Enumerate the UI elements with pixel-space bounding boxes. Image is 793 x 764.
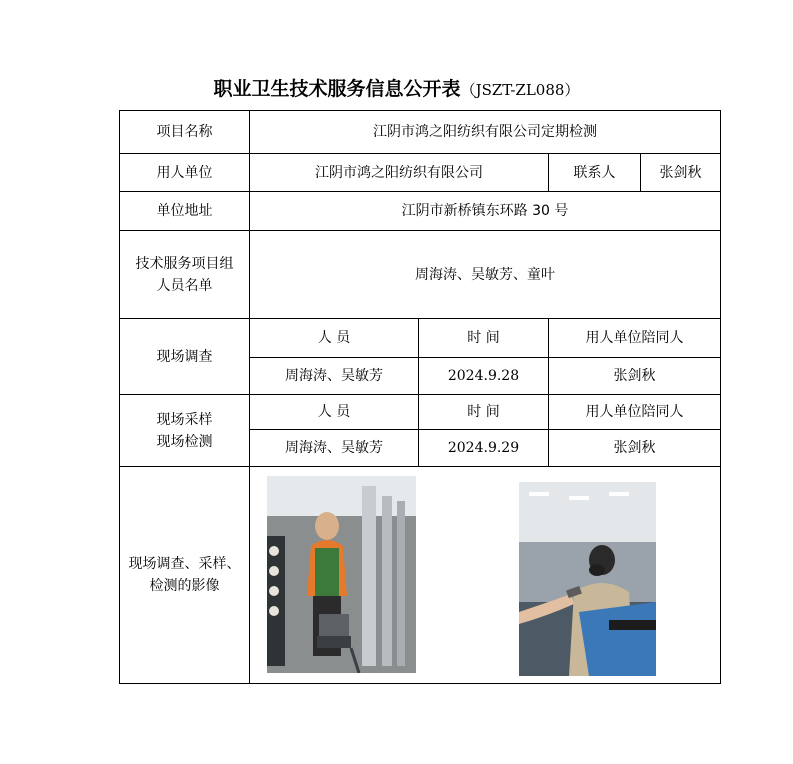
address-row [120, 192, 721, 231]
team-label-line2: 人员名单 [156, 277, 213, 294]
team-label-line1: 技术服务项目组 [135, 255, 234, 272]
team-row [120, 231, 721, 319]
project-row [120, 111, 721, 154]
team-label [120, 231, 250, 319]
survey-col-time: 时 间 [419, 319, 549, 358]
survey-people: 周海涛、吴敏芳 [250, 358, 419, 395]
address-value: 江阴市新桥镇东环路 30 号 [250, 192, 721, 231]
survey-col-people: 人 员 [250, 319, 419, 358]
employer-value: 江阴市鸿之阳纺织有限公司 [250, 154, 549, 192]
employer-row [120, 154, 721, 192]
project-label: 项目名称 [120, 111, 250, 154]
contact-label: 联系人 [549, 154, 641, 192]
images-label [120, 467, 250, 684]
address-label: 单位地址 [120, 192, 250, 231]
sampling-label [120, 395, 250, 467]
survey-label: 现场调查 [120, 319, 250, 395]
sampling-label-line1: 现场采样 [156, 411, 213, 428]
images-row [120, 467, 721, 684]
employer-label: 用人单位 [120, 154, 250, 192]
images-label-line2: 检测的影像 [149, 578, 220, 594]
title-text: 职业卫生技术服务信息公开表 [213, 78, 461, 100]
page-title [0, 76, 793, 103]
survey-header-row [120, 319, 721, 358]
sampling-col-escort: 用人单位陪同人 [549, 395, 721, 430]
sampling-header-row [120, 395, 721, 430]
sampling-escort: 张剑秋 [549, 430, 721, 467]
info-table [119, 110, 721, 684]
team-value: 周海涛、吴敏芳、童叶 [250, 231, 721, 319]
survey-escort: 张剑秋 [549, 358, 721, 395]
project-value: 江阴市鸿之阳纺织有限公司定期检测 [250, 111, 721, 154]
images-label-line1: 现场调查、采样、 [128, 556, 241, 572]
sampling-label-line2: 现场检测 [156, 433, 213, 450]
sampling-time: 2024.9.29 [419, 430, 549, 467]
site-sampling-photo [519, 482, 656, 676]
sampling-col-people: 人 员 [250, 395, 419, 430]
images-cell [250, 467, 721, 684]
form-code: （JSZT-ZL088） [460, 81, 580, 99]
survey-time: 2024.9.28 [419, 358, 549, 395]
sampling-col-time: 时 间 [419, 395, 549, 430]
survey-col-escort: 用人单位陪同人 [549, 319, 721, 358]
contact-value: 张剑秋 [641, 154, 721, 192]
sampling-people: 周海涛、吴敏芳 [250, 430, 419, 467]
site-survey-photo [267, 476, 416, 673]
